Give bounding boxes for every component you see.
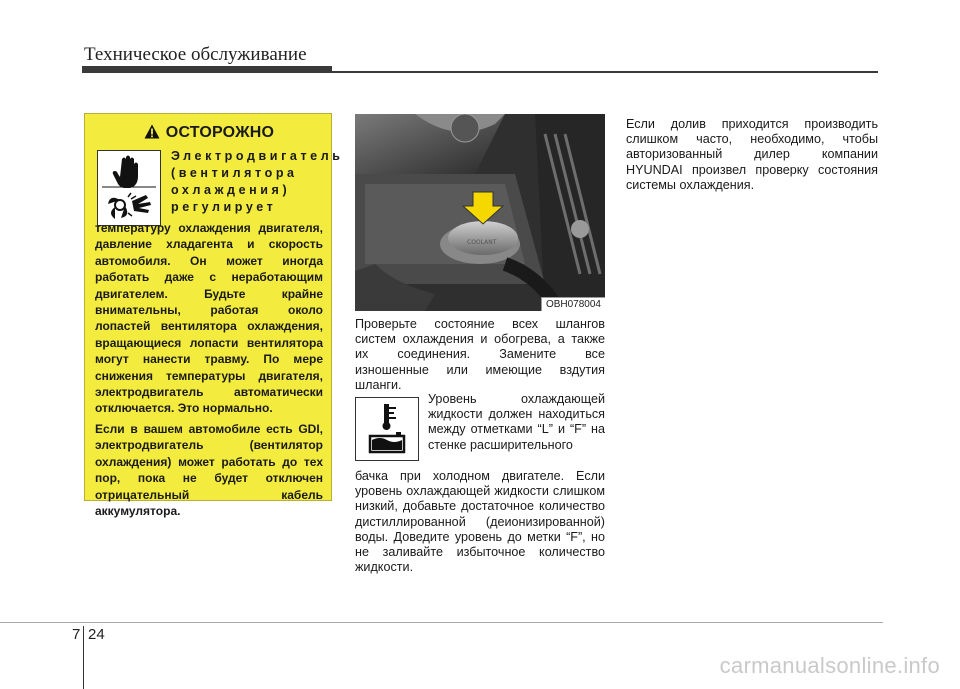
warning-text [95,220,323,523]
coolant-level-icon [355,397,419,461]
header-rule-thick [82,66,332,73]
warning-lead-text: Электродвигатель (вентилятора охлаждения) регулирует [171,149,344,214]
footer-rule [0,622,883,623]
warning-triangle-icon [144,124,160,139]
engine-bay-illustration [355,114,605,311]
warning-paragraph-1: температуру охлаждения двигателя, давление хладагента и скорость автомобиля. Он может иногда работать даже с неработающим двигателем. Будьте крайне внимательны, работая около лопастей вентилятора охлаждения, вращающиеся лопасти вентилятора могут нанести травму. По мере снижения температуры двигателя, электродвигатель автоматически отключается. Это нормально. [95,221,323,416]
footer-divider [83,626,84,689]
column2-paragraph-2-rest: бачка при холодном двигателе. Если уровень охлаждающей жидкости слишком низкий, добавьте достаточное количество дистиллированной (деионизированной) воды. Доведите уровень до метки “F”, но не заливайте избыточное количество жидкости. [355,469,605,575]
warning-heading [95,124,323,142]
engine-coolant-photo [355,114,605,311]
column2-paragraph-2-top: Уровень охлаждающей жидкости должен находиться между отметками “L” и “F” на стенке расширительного [428,392,605,452]
header-rule-thin [332,71,878,73]
page-number: 24 [88,626,105,643]
cap-label: COOLANT [467,239,497,246]
chapter-number: 7 [72,626,81,643]
warning-box [84,113,344,518]
hand-fan-warning-icon [97,150,161,226]
warning-paragraph-2: Если в вашем автомобиле есть GDI, электродвигатель (вентилятор охлаждения) может работать до тех пор, пока не будет отключен отрицательный кабель аккумулятора. [95,421,323,518]
page-header-title: Техническое обслуживание [84,44,307,65]
column2-paragraph-1: Проверьте состояние всех шлангов систем охлаждения и обогрева, а также их соединения. Замените все изношенные или имеющие вздутия шланги. [355,317,605,392]
warning-heading-label: ОСТОРОЖНО [165,124,275,141]
photo-caption: OBH078004 [541,297,605,311]
column3-paragraph-1: Если долив приходится производить слишком часто, необходимо, чтобы авторизованный дилер компании HYUNDAI произвел проверку состояния системы охлаждения. [626,117,878,192]
watermark-text: carmanualsonline.info [719,653,940,678]
